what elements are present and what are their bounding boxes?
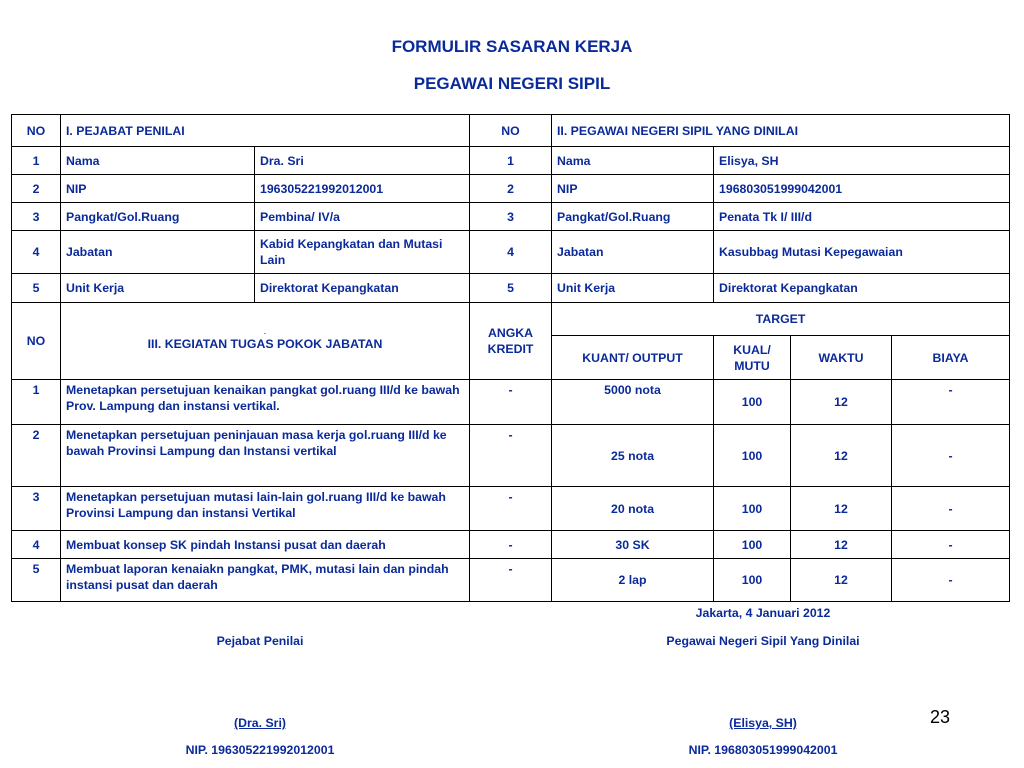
activity-biaya: - [892,380,1010,425]
activity-kuant: 2 lap [552,559,714,602]
stray-dot: . [264,330,266,336]
activity-header-angka-kredit: ANGKA KREDIT [470,303,552,380]
activity-biaya: - [892,487,1010,531]
identity-left-label: Nama [61,147,255,175]
identity-left-value: Pembina/ IV/a [255,203,470,231]
place-date: Jakarta, 4 Januari 2012 [695,606,831,620]
activity-row [12,425,1010,487]
header-pejabat-penilai: I. PEJABAT PENILAI [61,115,470,147]
identity-left-label: Pangkat/Gol.Ruang [61,203,255,231]
identity-row [12,175,1010,203]
identity-right-label: Jabatan [552,231,714,274]
activity-header-no: NO [12,303,61,380]
identity-left-label: Unit Kerja [61,274,255,303]
activity-kual: 100 [714,487,791,531]
identity-left-label: NIP [61,175,255,203]
activity-no: 5 [12,559,61,602]
activity-kuant: 25 nota [552,425,714,487]
header-no-right: NO [470,115,552,147]
identity-right-label: Unit Kerja [552,274,714,303]
activity-waktu: 12 [791,559,892,602]
identity-left-label: Jabatan [61,231,255,274]
subheader-waktu: WAKTU [791,336,892,380]
identity-header-row [12,115,1010,147]
identity-row [12,274,1010,303]
right-signer-role: Pegawai Negeri Sipil Yang Dinilai [666,634,860,648]
identity-right-value: 196803051999042001 [714,175,1010,203]
activity-angka-kredit: - [470,487,552,531]
activity-waktu: 12 [791,487,892,531]
left-signer-name: (Dra. Sri) [234,716,286,730]
activity-kegiatan: Menetapkan persetujuan mutasi lain-lain gol.ruang III/d ke bawah Provinsi Lampung dan instansi Vertikal [61,487,470,531]
identity-right-no: 5 [470,274,552,303]
identity-right-no: 3 [470,203,552,231]
right-signer-nip: NIP. 196803051999042001 [688,743,838,757]
identity-row [12,147,1010,175]
identity-no: 2 [12,175,61,203]
activity-kegiatan: Menetapkan persetujuan peninjauan masa kerja gol.ruang III/d ke bawah Provinsi Lampung dan Instansi vertikal [61,425,470,487]
activity-kegiatan: Menetapkan persetujuan kenaikan pangkat gol.ruang III/d ke bawah Prov. Lampung dan instansi vertikal. [61,380,470,425]
activity-angka-kredit: - [470,531,552,559]
activity-row [12,380,1010,425]
form-title: FORMULIR SASARAN KERJA [391,37,633,56]
activity-kual: 100 [714,559,791,602]
subheader-kuant-output: KUANT/ OUTPUT [552,336,714,380]
page-number: 23 [930,707,951,727]
identity-left-value: Dra. Sri [255,147,470,175]
activity-row [12,531,1010,559]
sasaran-kerja-table [11,114,1010,602]
activity-kegiatan: Membuat konsep SK pindah Instansi pusat dan daerah [61,531,470,559]
activity-header-target: TARGET [552,303,1010,336]
subheader-biaya: BIAYA [892,336,1010,380]
activity-kuant: 5000 nota [552,380,714,425]
activity-no: 2 [12,425,61,487]
activity-row [12,487,1010,531]
activity-biaya: - [892,425,1010,487]
identity-right-value: Penata Tk I/ III/d [714,203,1010,231]
right-signer-name: (Elisya, SH) [729,716,797,730]
activity-biaya: - [892,559,1010,602]
activity-angka-kredit: - [470,559,552,602]
activity-kual: 100 [714,531,791,559]
left-signer-nip: NIP. 196305221992012001 [185,743,335,757]
activity-angka-kredit: - [470,380,552,425]
identity-right-no: 4 [470,231,552,274]
activity-angka-kredit: - [470,425,552,487]
identity-right-no: 1 [470,147,552,175]
activity-kual: 100 [714,425,791,487]
identity-left-value: Kabid Kepangkatan dan Mutasi Lain [255,231,470,274]
identity-no: 3 [12,203,61,231]
activity-no: 1 [12,380,61,425]
activity-kegiatan: Membuat laporan kenaiakn pangkat, PMK, mutasi lain dan pindah instansi pusat dan daerah [61,559,470,602]
left-signer-role: Pejabat Penilai [216,634,304,648]
activity-kuant: 20 nota [552,487,714,531]
activity-header-kegiatan [61,303,470,380]
identity-right-label: Nama [552,147,714,175]
identity-no: 4 [12,231,61,274]
activity-waktu: 12 [791,380,892,425]
identity-no: 1 [12,147,61,175]
identity-right-label: NIP [552,175,714,203]
identity-left-value: 196305221992012001 [255,175,470,203]
identity-right-value: Direktorat Kepangkatan [714,274,1010,303]
activity-no: 3 [12,487,61,531]
header-no-left: NO [12,115,61,147]
activity-biaya: - [892,531,1010,559]
activity-header-row [12,303,1010,336]
identity-row [12,203,1010,231]
identity-right-value: Kasubbag Mutasi Kepegawaian [714,231,1010,274]
kegiatan-label: III. KEGIATAN TUGAS POKOK JABATAN [147,337,383,351]
header-pns-dinilai: II. PEGAWAI NEGERI SIPIL YANG DINILAI [552,115,1010,147]
form-subtitle: PEGAWAI NEGERI SIPIL [413,74,611,93]
identity-right-label: Pangkat/Gol.Ruang [552,203,714,231]
identity-right-value: Elisya, SH [714,147,1010,175]
identity-right-no: 2 [470,175,552,203]
identity-no: 5 [12,274,61,303]
activity-waktu: 12 [791,425,892,487]
activity-kuant: 30 SK [552,531,714,559]
activity-kual: 100 [714,380,791,425]
activity-no: 4 [12,531,61,559]
activity-waktu: 12 [791,531,892,559]
identity-left-value: Direktorat Kepangkatan [255,274,470,303]
identity-row [12,231,1010,274]
subheader-kual-mutu: KUAL/ MUTU [714,336,791,380]
activity-row [12,559,1010,602]
